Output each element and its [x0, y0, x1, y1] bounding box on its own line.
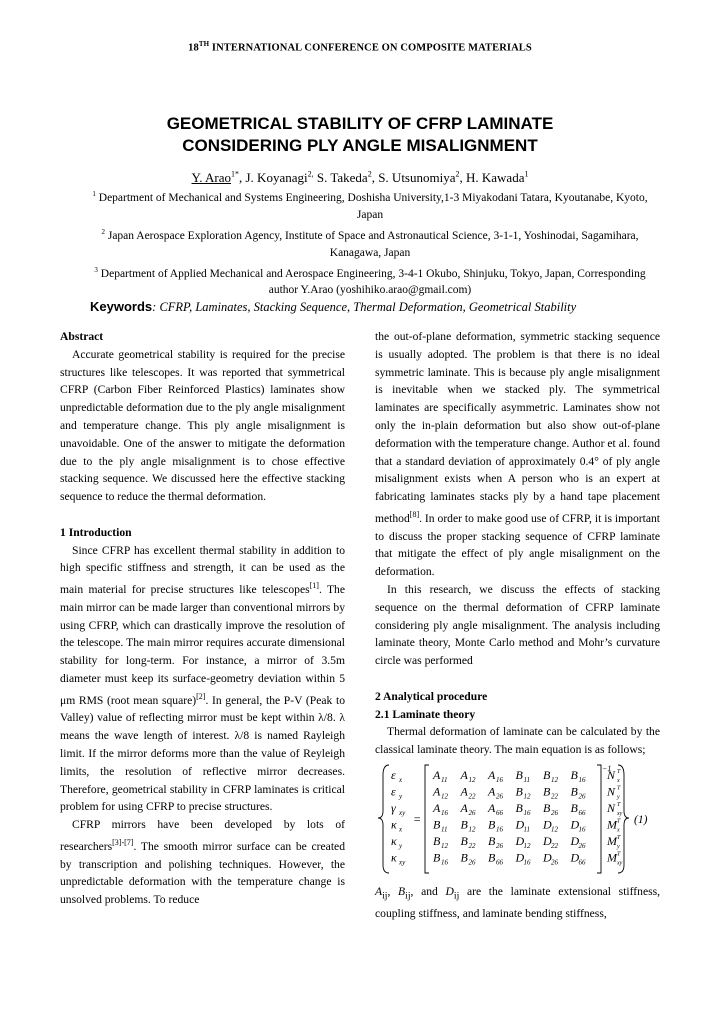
rhs-subscript: x: [617, 827, 620, 834]
subsection-heading: 2.1 Laminate theory: [375, 707, 476, 721]
equation-svg: [375, 761, 660, 879]
matrix-entry-subscript: 16: [523, 858, 531, 867]
matrix-entry: D: [543, 850, 552, 865]
matrix-entry-subscript: 66: [578, 808, 586, 817]
lhs-subscript: xy: [399, 858, 406, 867]
matrix-entry: A: [488, 800, 496, 815]
matrix-entry-subscript: 12: [441, 792, 448, 801]
lhs-symbol: ε: [391, 784, 396, 799]
matrix-entry-subscript: 26: [551, 808, 558, 817]
matrix-entry-subscript: 12: [468, 825, 476, 834]
lhs-subscript: x: [399, 775, 403, 784]
matrix-entry: B: [543, 767, 551, 782]
equals-sign: =: [413, 811, 422, 826]
matrix-entry: B: [460, 817, 468, 832]
abstract-text: Accurate geometrical stability is required for the precise structures like telescopes. It was reported that symmetrical CFRP (Carbon Fiber Reinforced Plastics) laminates show unpredictable deformation due to the ply angle misalignment and temperature change. This ply angle misalignment is unavoidable. One of the answer to mitigate the deformation due to the ply angle misalignment is to chose effective stacking sequence. We discussed here the effective stacking sequence to reduce the thermal deformation.: [60, 347, 345, 504]
matrix-bracket-left: [425, 765, 429, 873]
affiliation: $^1$ Department of Mechanical and Systems Engineering, Doshisha University,1-3 Miyakodani Tatara, Kyoutanabe, Kyoto, Japan: [92, 190, 648, 221]
matrix-entry-subscript: 16: [441, 808, 448, 817]
paragraph: the out-of-plane deformation, symmetric stacking sequence is usually adopted. The problem is that there is no ideal symmetric laminate. This is because ply angle misalignment is inevitable when we stacked ply. The symmetrical laminates are specifically asymmetric. Laminates show not only the in-plain deformation but also show out-of-plane deformation with the temperature change. Author et al. found that a standard deviation of approximately 0.4° of ply angle misalignment exists when A person who is an expert at fabricating laminates stacks ply by a hand tape placement method[8]. In order to make good use of CFRP, it is important to discuss the proper stacking sequence of CFRP laminate that mitigate the effect of ply angle misalignment on the deformation.: [375, 330, 660, 579]
matrix-entry: B: [433, 817, 441, 832]
matrix-entry-subscript: 22: [551, 841, 558, 850]
rhs-subscript: xy: [617, 860, 623, 867]
matrix-entry: B: [543, 784, 551, 799]
matrix-entry: B: [543, 800, 551, 815]
title-line-2: CONSIDERING PLY ANGLE MISALIGNMENT: [182, 136, 538, 155]
lhs-symbol: κ: [391, 833, 397, 848]
rhs-subscript: y: [617, 794, 620, 801]
matrix-entry-subscript: 16: [523, 808, 531, 817]
rhs-symbol: N: [607, 800, 616, 815]
right-column: [375, 328, 660, 923]
abstract-heading: Abstract: [60, 330, 104, 343]
paragraph: CFRP mirrors have been developed by lots of researchers[3]-[7]. The smooth mirror surface can be created by transcription and polishing techniques. However, the unpredictable deformation with the temperature change is unsolved problems. To reduce: [60, 818, 345, 907]
lhs-subscript: x: [399, 825, 403, 834]
lhs-subscript: y: [399, 841, 403, 850]
section-heading: 1 Introduction: [60, 525, 132, 539]
matrix-entry-subscript: 22: [468, 792, 476, 801]
matrix-entry: A: [433, 784, 441, 799]
lhs-symbol: κ: [391, 817, 397, 832]
keywords-text: CFRP, Laminates, Stacking Sequence, Thermal Deformation, Geometrical Stability: [159, 300, 577, 314]
paper-title: [0, 113, 720, 157]
left-brace: [378, 765, 389, 873]
matrix-entry-subscript: 26: [468, 808, 476, 817]
matrix-entry: B: [433, 833, 441, 848]
rhs-superscript: T: [617, 834, 621, 841]
matrix-entry: A: [488, 784, 496, 799]
matrix-entry-subscript: 12: [441, 841, 448, 850]
matrix-entry: A: [433, 767, 441, 782]
rhs-subscript: xy: [617, 810, 623, 817]
matrix-entry-subscript: 22: [468, 841, 476, 850]
matrix-entry: D: [515, 850, 525, 865]
paragraph: Since CFRP has excellent thermal stability in addition to high specific stiffness and strength, it can be used as the main material for precise structures like telescopes[1]. The main mirror can be made larger than conventional mirrors by using CFRP, which can drastically improve the resolution of the telescope. The main mirror requires accurate dimensional stability for long-term. For instance, a mirror of 3.5m diameter must keep its surface-geometry deviation within 5 μm RMS (root mean square)[2]. In general, the P-V (Peak to Valley) value of reflecting mirror must be kept within λ/8. λ means the wave length of interest. λ/8 is named Rayleigh limit. If the mirror deforms more than the value of Reyleigh limits, the resolution of reflective mirror decreases. Therefore, geometrical stability in CFRP laminates is critical problem for using CFRP to precise structures.: [60, 543, 346, 814]
matrix-entry-subscript: 26: [496, 841, 503, 850]
matrix-entry: B: [460, 850, 468, 865]
matrix-entry: B: [488, 850, 496, 865]
lhs-symbol: κ: [391, 850, 397, 865]
matrix-entry: D: [515, 817, 525, 832]
matrix-entry-subscript: 26: [578, 792, 586, 801]
lhs-symbol: ε: [391, 767, 396, 782]
lhs-subscript: y: [399, 792, 403, 801]
rhs-symbol: M: [607, 850, 617, 865]
matrix-entry-subscript: 12: [551, 775, 558, 784]
author: J. Koyanagi$^{2,}$: [245, 170, 314, 186]
rhs-superscript: T: [617, 768, 621, 775]
matrix-entry: D: [543, 817, 552, 832]
matrix-entry-subscript: 66: [578, 858, 586, 867]
matrix-entry: B: [570, 800, 578, 815]
rhs-symbol: N: [607, 784, 616, 799]
matrix-entry-subscript: 12: [523, 792, 531, 801]
matrix-entry-subscript: 16: [496, 825, 503, 834]
matrix-entry: B: [433, 850, 441, 865]
keywords: Keywords: CFRP, Laminates, Stacking Sequence, Thermal Deformation, Geometrical Stability: [90, 299, 577, 314]
rhs-superscript: T: [617, 785, 621, 792]
paragraph: In this research, we discuss the effects of stacking sequence on the thermal deformation of CFRP laminate considering ply angle misalignment. The analysis including laminate theory, Monte Carlo method and Mohr’s curvature circle was performed: [375, 583, 660, 668]
rhs-symbol: N: [607, 767, 616, 782]
matrix-entry: B: [488, 817, 496, 832]
matrix-entry: A: [460, 800, 468, 815]
matrix-entry-subscript: 12: [523, 841, 531, 850]
equation-1: [375, 761, 660, 879]
paragraph: $A_{ij}$, $B_{ij}$, and $D_{ij}$ are the laminate extensional stiffness, coupling stiffness, and laminate bending stiffness,: [375, 884, 661, 921]
matrix-entry: D: [570, 850, 580, 865]
matrix-entry-subscript: 26: [496, 792, 503, 801]
rhs-superscript: T: [617, 801, 621, 808]
matrix-entry-subscript: 11: [441, 825, 448, 834]
matrix-entry-subscript: 22: [551, 792, 558, 801]
inverse-exponent: −1: [602, 763, 612, 773]
rhs-superscript: T: [617, 851, 621, 858]
author-list: [0, 170, 720, 186]
matrix-entry-subscript: 16: [578, 825, 586, 834]
matrix-bracket-right: [597, 765, 601, 873]
matrix-entry: A: [460, 784, 468, 799]
matrix-entry-subscript: 12: [468, 775, 476, 784]
rhs-symbol: M: [607, 833, 617, 848]
matrix-entry: B: [515, 767, 523, 782]
matrix-entry: D: [543, 833, 552, 848]
matrix-entry: D: [570, 833, 580, 848]
matrix-entry-subscript: 12: [551, 825, 558, 834]
affiliation: $^2$ Japan Aerospace Exploration Agency, Institute of Space and Astronautical Science, 3-1-1, Yoshinodai, Sagamihara, Kanagawa, Japan: [101, 227, 639, 259]
matrix-entry-subscript: 11: [523, 825, 530, 834]
matrix-entry-subscript: 16: [578, 775, 586, 784]
equation-number: (1): [634, 813, 648, 826]
rhs-superscript: T: [617, 818, 621, 825]
matrix-entry-subscript: 11: [523, 775, 530, 784]
lhs-subscript: xy: [399, 808, 406, 817]
matrix-entry-subscript: 26: [468, 858, 476, 867]
matrix-entry: A: [488, 767, 496, 782]
matrix-entry: B: [515, 800, 523, 815]
matrix-entry: D: [515, 833, 525, 848]
matrix-entry: B: [488, 833, 496, 848]
affiliation: $^3$ Department of Applied Mechanical and Aerospace Engineering, 3-4-1 Okubo, Shinjuku, Tokyo, Japan, Corresponding author Y.Arao (yoshihiko.arao@gmail.com): [94, 265, 646, 297]
author: S. Utsunomiya$^2$,: [378, 170, 466, 186]
matrix-entry-subscript: 26: [578, 841, 586, 850]
matrix-entry-subscript: 66: [496, 808, 503, 817]
matrix-entry: A: [460, 767, 468, 782]
rhs-subscript: y: [617, 843, 620, 850]
matrix-entry-subscript: 66: [496, 858, 503, 867]
matrix-entry: B: [460, 833, 468, 848]
matrix-entry: B: [570, 784, 578, 799]
conference-header: 18TH INTERNATIONAL CONFERENCE ON COMPOSITE MATERIALS: [188, 40, 532, 54]
author: S. Takeda$^2$,: [316, 170, 379, 186]
matrix-entry-subscript: 16: [441, 858, 448, 867]
title-line-1: GEOMETRICAL STABILITY OF CFRP LAMINATE: [166, 114, 554, 133]
rhs-symbol: M: [607, 817, 617, 832]
matrix-entry-subscript: 16: [496, 775, 503, 784]
paragraph: Thermal deformation of laminate can be calculated by the classical laminate theory. The main equation is as follows;: [375, 725, 660, 757]
lhs-symbol: γ: [391, 800, 396, 815]
matrix-entry: D: [570, 817, 580, 832]
matrix-entry: A: [433, 800, 441, 815]
matrix-entry-subscript: 26: [551, 858, 558, 867]
section-heading: 2 Analytical procedure: [375, 689, 488, 703]
matrix-entry: B: [570, 767, 578, 782]
affiliations: [80, 186, 660, 299]
rhs-subscript: x: [617, 777, 620, 784]
author: H. Kawada$^1$: [466, 170, 529, 186]
matrix-entry: B: [515, 784, 523, 799]
author: Y. Arao$^{1*}$,: [191, 170, 246, 186]
matrix-entry-subscript: 11: [441, 775, 448, 784]
left-column: [60, 328, 345, 909]
